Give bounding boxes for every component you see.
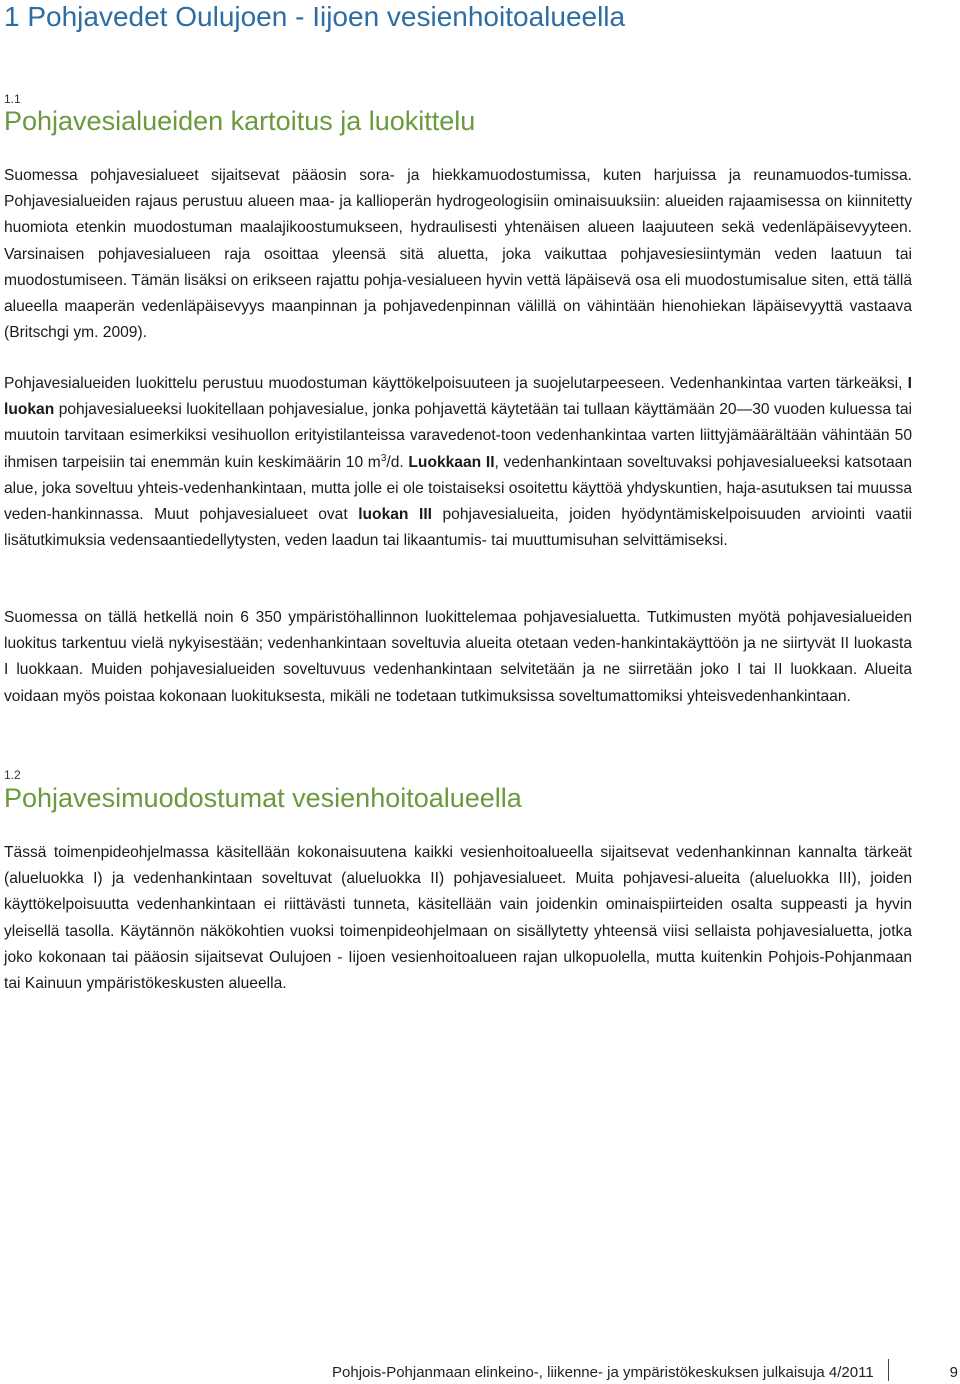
- text-run: pohjavesialueita, joiden hyödyntämiskelpoisuuden arviointi vaatii lisätutkimuksia vedensaantiedellytysten, veden laadun tai likaantumis- tai muuttumisuhan selvittämiseksi.: [4, 506, 912, 550]
- footer-divider: [888, 1359, 889, 1381]
- publication-title: Pohjois-Pohjanmaan elinkeino-, liikenne- ja ympäristökeskuksen julkaisuja 4/2011: [332, 1364, 874, 1381]
- text-run: pohjavesialueeksi luokitellaan pohjavesialue, jonka pohjavettä käytetään tai tullaan käyttämään 20—30 vuoden kuluessa tai muutoin tarvitaan esimerkiksi vesihuollon erityistilanteissa varavedenot-toon vedenhankintaa varten liittyjämäärältään vähintään 50 ihmisen tarpeisiin tai enemmän kuin keskimäärin 10 m: [4, 401, 912, 471]
- text-run: Pohjavesialueiden luokittelu perustuu muodostuman käyttökelpoisuuteen ja suojelutarpeeseen. Vedenhankintaa varten tärkeäksi,: [4, 375, 908, 392]
- superscript: 3: [380, 452, 387, 464]
- page-number: 9: [949, 1364, 958, 1381]
- chapter-heading: 1 Pohjavedet Oulujoen - Iijoen vesienhoitoalueella: [4, 1, 626, 32]
- paragraph: [4, 371, 912, 554]
- text-run: , vedenhankintaan soveltuvaksi pohjavesialueeksi katsotaan alue, joka soveltuu yhteis-vedenhankintaan, mutta jolle ei ole toistaiseksi osoitettu käyttöä yhdyskuntien, haja-asutuksen tai muussa veden-hankinnassa. Muut pohjavesialueet ovat: [4, 453, 913, 524]
- section-number: 1.1: [4, 92, 21, 106]
- bold-term: luokan III: [358, 506, 432, 524]
- section-heading: Pohjavesimuodostumat vesienhoitoalueella: [4, 783, 522, 813]
- section-number: 1.2: [4, 768, 21, 782]
- text-run: /d.: [386, 453, 409, 471]
- paragraph: Tässä toimenpideohjelmassa käsitellään kokonaisuutena kaikki vesienhoitoalueella sijaitsevat vedenhankinnan kannalta tärkeät (alueluokka I) ja vedenhankintaan soveltuvat (alueluokka II) pohjavesialueet. Muita pohjavesi-alueita (alueluokka III), joiden käyttökelpoisuutta vedenhankintaan ei riittävästi tunneta, käsitellään vain joidenkin ominaispiirteiden osalta suppeasti ja hyvin yleisellä tasolla. Käytännön näkökohtien vuoksi toimenpideohjelmaan on sisällytetty yhteensä viisi sellaista pohjavesialuetta, jotka joko kokonaan tai pääosin sijaitsevat Oulujoen - Iijoen vesienhoitoalueen rajan ulkopuolella, mutta kuitenkin Pohjois-Pohjanmaan tai Kainuun ympäristökeskusten alueella.: [4, 844, 912, 993]
- bold-term: Luokkaan II: [408, 453, 495, 471]
- paragraph: Suomessa on tällä hetkellä noin 6 350 ympäristöhallinnon luokittelemaa pohjavesialuetta. Tutkimusten myötä pohjavesialueiden luokitus tarkentuu vielä nykyisestään; vedenhankintaan soveltuvia alueita otetaan veden-hankintakäyttöön ja ne siirtyvät II luokasta I luokkaan. Muiden pohjavesialueiden soveltuvuus vedenhankintaan selvitetään ja ne siirretään joko I tai II luokkaan. Alueita voidaan myös poistaa kokonaan luokituksesta, mikäli ne todetaan tutkimuksissa soveltumattomiksi yhteisvedenhankintaan.: [4, 609, 912, 705]
- page-footer: [332, 1364, 958, 1384]
- paragraph: Suomessa pohjavesialueet sijaitsevat pääosin sora- ja hiekkamuodostumissa, kuten harjuissa ja reunamuodos-tumissa. Pohjavesialueiden rajaus perustuu alueen maa- ja kallioperän hydrogeologisiin ominaisuuksiin: alueiden rajaamisessa on kiinnitetty huomiota etenkin muodostuman maalajikoostumukseen, hydraulisesti yhtenäisen alueen laajuuteen sekä vedenläpäisevyyteen. Varsinaisen pohjavesialueen raja osoittaa yleensä sitä aluetta, joka vaikuttaa pohjavesiesiintymän veden laatuun tai muodostumiseen. Tämän lisäksi on erikseen rajattu pohja-vesialueen hyvin vettä läpäisevä osa eli muodostumisalue siten, että tällä alueella maaperän vedenläpäisevyys maanpinnan ja pohjavedenpinnan välillä on vähintään hienohiekan läpäisevyyttä vastaava (Britschgi ym. 2009).: [4, 167, 912, 342]
- bold-term: I luokan: [4, 375, 912, 419]
- section-heading: Pohjavesialueiden kartoitus ja luokittelu: [4, 106, 476, 136]
